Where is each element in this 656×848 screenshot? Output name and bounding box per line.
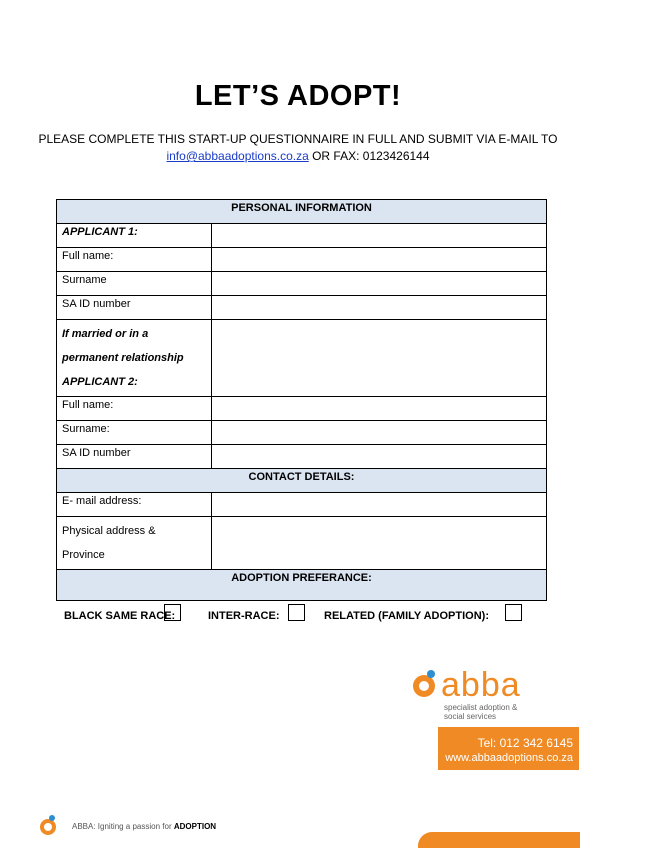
inter-race-label: INTER-RACE: — [208, 610, 280, 622]
full-name-field[interactable] — [212, 248, 547, 272]
applicant1-field[interactable] — [212, 224, 547, 248]
footer-bold: ADOPTION — [173, 822, 217, 831]
black-same-race-checkbox[interactable] — [164, 604, 181, 621]
related-label: RELATED (FAMILY ADOPTION): — [324, 610, 489, 622]
website: www.abbaadoptions.co.za — [445, 752, 573, 764]
personal-info-header: PERSONAL INFORMATION — [57, 200, 547, 224]
related-checkbox[interactable] — [505, 604, 522, 621]
address-line1: Physical address & — [62, 525, 156, 537]
married-line2: permanent relationship — [62, 352, 184, 364]
footer-accent-bar — [418, 832, 580, 848]
footer-slogan — [72, 822, 216, 831]
applicant2-field[interactable] — [212, 320, 547, 397]
table-row — [57, 320, 547, 397]
contact-details-header: CONTACT DETAILS: — [57, 469, 547, 493]
sa-id-field[interactable] — [212, 296, 547, 320]
logo-tagline — [444, 703, 517, 721]
contact-line — [0, 148, 596, 165]
full-name2-field[interactable] — [212, 397, 547, 421]
section-row — [57, 469, 547, 493]
logo-text: abba — [441, 666, 521, 704]
full-name2-label: Full name: — [57, 397, 212, 421]
table-row — [57, 445, 547, 469]
table-row — [57, 272, 547, 296]
email-field[interactable] — [212, 493, 547, 517]
email-label: E- mail address: — [57, 493, 212, 517]
table-row — [57, 248, 547, 272]
surname2-label: Surname: — [57, 421, 212, 445]
sa-id2-label: SA ID number — [57, 445, 212, 469]
address-line2: Province — [62, 549, 105, 561]
telephone: Tel: 012 342 6145 — [477, 736, 573, 750]
applicant2-label: APPLICANT 2: — [62, 376, 138, 388]
adoption-preference-header: ADOPTION PREFERANCE: — [57, 570, 547, 601]
surname2-field[interactable] — [212, 421, 547, 445]
sa-id-label: SA ID number — [57, 296, 212, 320]
table-row — [57, 397, 547, 421]
instruction-text: PLEASE COMPLETE THIS START-UP QUESTIONNAIRE IN FULL AND SUBMIT VIA E-MAIL TO — [38, 132, 558, 146]
surname-field[interactable] — [212, 272, 547, 296]
address-field[interactable] — [212, 517, 547, 570]
page-title: LET’S ADOPT! — [194, 80, 402, 112]
table-row — [57, 421, 547, 445]
surname-label: Surname — [57, 272, 212, 296]
table-row — [57, 493, 547, 517]
address-label — [57, 517, 212, 570]
instructions — [0, 131, 596, 165]
footer-prefix: ABBA: Igniting a passion for — [72, 822, 174, 831]
footer-dot-icon — [49, 815, 55, 821]
contact-banner — [438, 727, 579, 770]
section-row — [57, 570, 547, 601]
abba-logo-icon — [413, 675, 435, 697]
table-row — [57, 517, 547, 570]
tagline-line1: specialist adoption & — [444, 703, 518, 712]
applicant1-label: APPLICANT 1: — [57, 224, 212, 248]
married-label — [57, 320, 212, 397]
table-row — [57, 296, 547, 320]
footer-logo-icon — [40, 819, 56, 835]
questionnaire-table — [56, 199, 547, 601]
tagline-line2: social services — [444, 712, 497, 721]
inter-race-checkbox[interactable] — [288, 604, 305, 621]
sa-id2-field[interactable] — [212, 445, 547, 469]
section-row — [57, 200, 547, 224]
black-same-race-label: BLACK SAME RACE: — [64, 610, 176, 622]
email-link[interactable]: info@abbaadoptions.co.za — [166, 149, 309, 163]
logo-dot-icon — [427, 670, 435, 678]
full-name-label: Full name: — [57, 248, 212, 272]
married-line1: If married or in a — [62, 328, 149, 340]
fax-text: OR FAX: 0123426144 — [308, 149, 430, 163]
table-row — [57, 224, 547, 248]
